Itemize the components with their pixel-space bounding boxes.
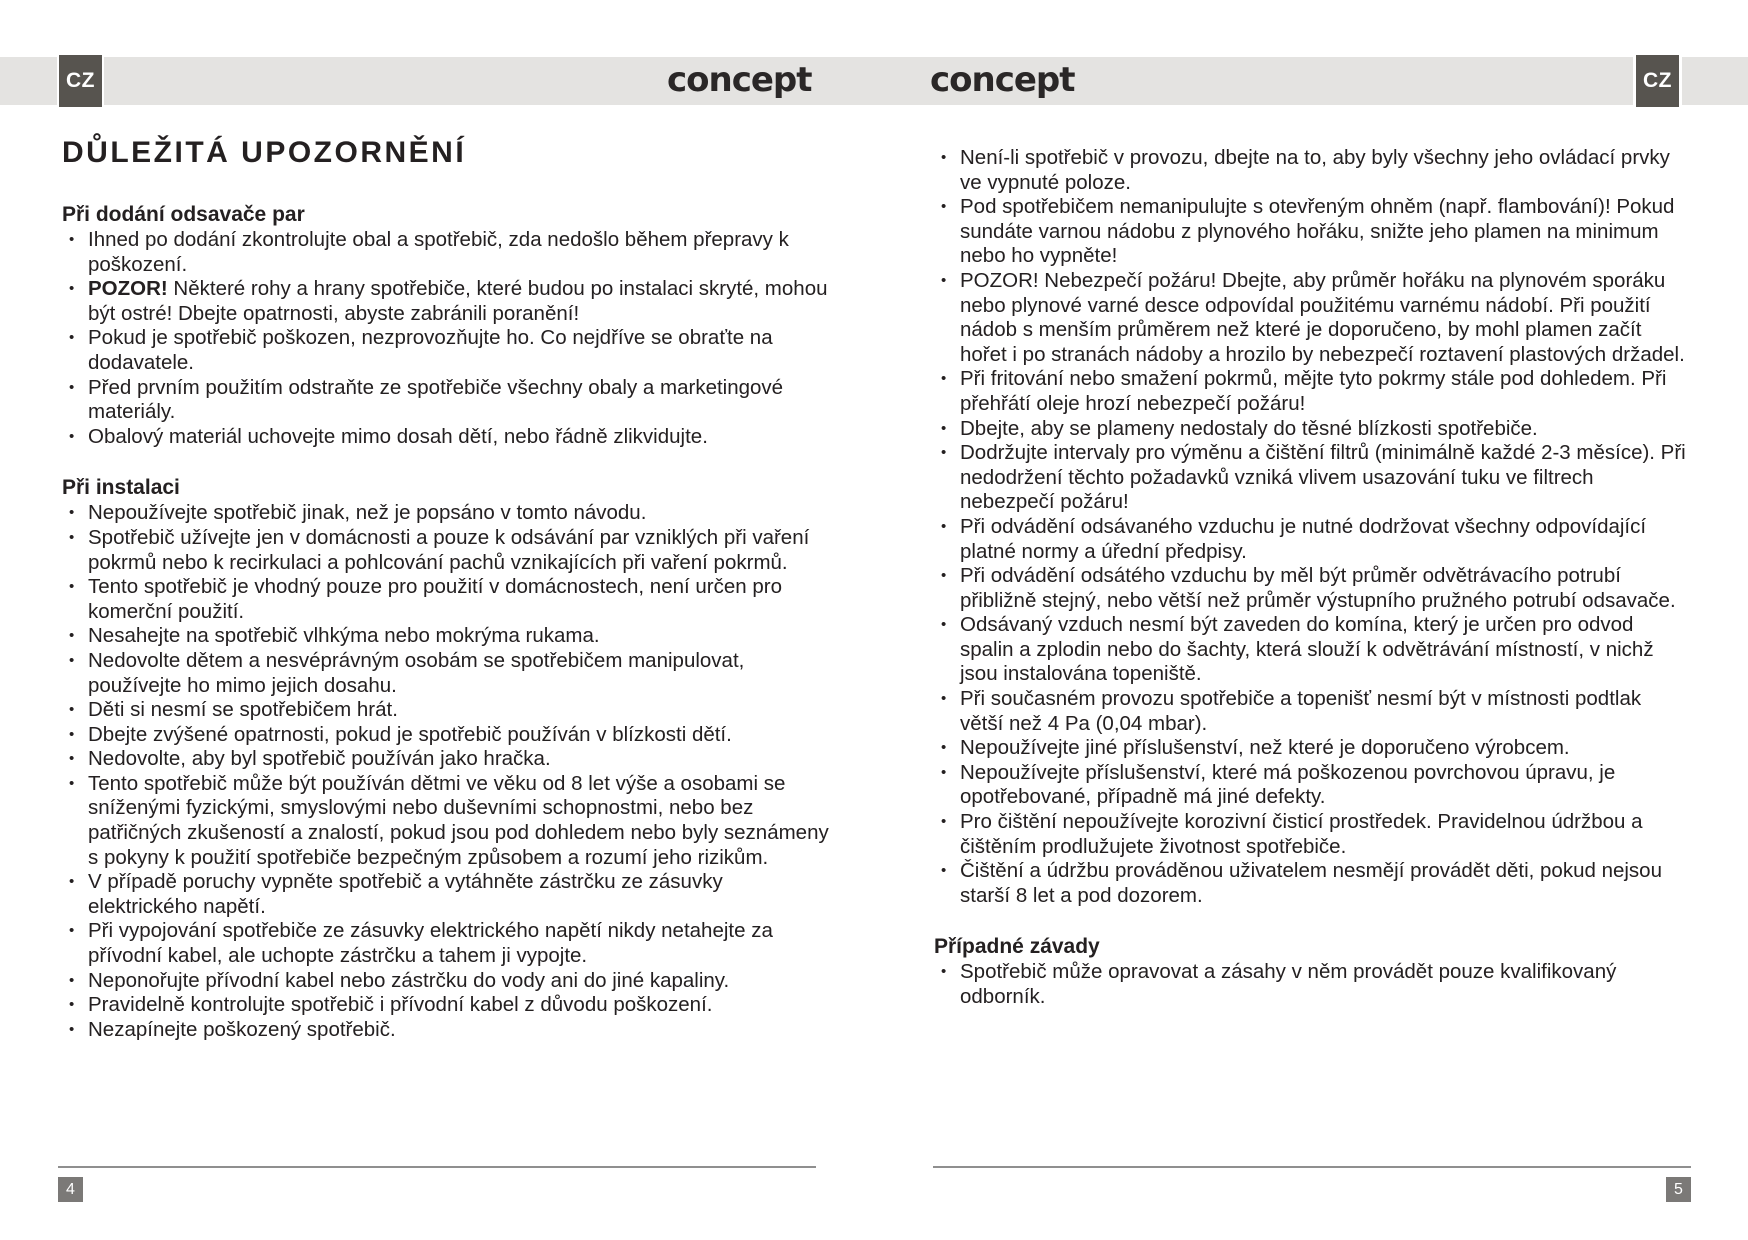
bullet-item: • Pokud je spotřebič poškozen, nezprovozňujte ho. Co nejdříve se obraťte na dodavatele. <box>62 326 834 375</box>
language-tab-right <box>1636 55 1679 107</box>
bullet-item: • Nepoužívejte příslušenství, které má poškozenou povrchovou úpravu, je opotřebované, případně má jiné defekty. <box>934 761 1690 810</box>
bullet-list <box>934 960 1690 1009</box>
bullet-item: • Před prvním použitím odstraňte ze spotřebiče všechny obaly a marketingové materiály. <box>62 376 834 425</box>
bullet-item: • Při fritování nebo smažení pokrmů, mějte tyto pokrmy stále pod dohledem. Při přehřátí oleje hrozí nebezpečí požáru! <box>934 367 1690 416</box>
right-page-column <box>934 146 1690 1010</box>
section-heading: Při dodání odsavače par <box>62 203 305 226</box>
bullet-item: • Není-li spotřebič v provozu, dbejte na to, aby byly všechny jeho ovládací prvky ve vypnuté poloze. <box>934 146 1690 195</box>
bullet-item: • Pod spotřebičem nemanipulujte s otevřeným ohněm (např. flambování)! Pokud sundáte varnou nádobu z plynového hořáku, snižte jeho plamen na minimum nebo ho vypněte! <box>934 195 1690 269</box>
warning-prefix: POZOR! <box>88 277 174 301</box>
manual-section <box>934 146 1690 908</box>
brand-logo-right: concept <box>930 60 1075 100</box>
bullet-item: • Nepoužívejte spotřebič jinak, než je popsáno v tomto návodu. <box>62 501 834 526</box>
section-heading: Při instalaci <box>62 476 180 500</box>
bullet-item: • Ihned po dodání zkontrolujte obal a spotřebič, zda nedošlo během přepravy k poškození. <box>62 228 834 277</box>
page-title: DŮLEŽITÁ UPOZORNĚNÍ <box>62 136 467 169</box>
bullet-item: • Dbejte, aby se plameny nedostaly do těsné blízkosti spotřebiče. <box>934 417 1690 442</box>
bullet-item: • Pro čištění nepoužívejte korozivní čisticí prostředek. Pravidelnou údržbou a čištěním prodlužujete životnost spotřebiče. <box>934 810 1690 859</box>
bullet-item: • POZOR! Některé rohy a hrany spotřebiče, které budou po instalaci skryté, mohou být ostré! Dbejte opatrnosti, abyste zabránili poranění! <box>62 277 834 326</box>
bullet-item: • Nepoužívejte jiné příslušenství, než které je doporučeno výrobcem. <box>934 736 1690 761</box>
footer-rule-right <box>933 1166 1691 1168</box>
bullet-item: • Dodržujte intervaly pro výměnu a čištění filtrů (minimálně každé 2-3 měsíce). Při nedodržení těchto požadavků vzniká vlivem usazování tuku ve filtrech nebezpečí požáru! <box>934 441 1690 515</box>
page-number-left: 4 <box>58 1177 83 1202</box>
bullet-item: • Při vypojování spotřebiče ze zásuvky elektrického napětí nikdy netahejte za přívodní kabel, ale uchopte zástrčku a tahem ji vypojte. <box>62 919 834 968</box>
bullet-item: • Děti si nesmí se spotřebičem hrát. <box>62 698 834 723</box>
bullet-item: • Nedovolte dětem a nesvéprávným osobám se spotřebičem manipulovat, používejte ho mimo jejich dosahu. <box>62 649 834 698</box>
section-heading: Případné závady <box>934 935 1100 959</box>
manual-section <box>62 202 834 449</box>
bullet-list <box>934 146 1690 908</box>
page-number-right: 5 <box>1666 1177 1691 1202</box>
bullet-item: • Spotřebič užívejte jen v domácnosti a pouze k odsávání par vzniklých při vaření pokrmů nebo k recirkulaci a pohlcování pachů vznikajících při vaření pokrmů. <box>62 526 834 575</box>
bullet-list <box>62 501 834 1042</box>
bullet-item: • Spotřebič může opravovat a zásahy v něm provádět pouze kvalifikovaný odborník. <box>934 960 1690 1009</box>
bullet-item: • Nezapínejte poškozený spotřebič. <box>62 1018 834 1043</box>
left-page-column <box>62 134 834 1042</box>
bullet-item: • Tento spotřebič je vhodný pouze pro použití v domácnostech, není určen pro komerční použití. <box>62 575 834 624</box>
bullet-item: • Odsávaný vzduch nesmí být zaveden do komína, který je určen pro odvod spalin a zplodin nebo do šachty, která slouží k odvětrávání místností, v nichž jsou instalována topeniště. <box>934 613 1690 687</box>
bullet-item: • Tento spotřebič může být používán dětmi ve věku od 8 let výše a osobami se sníženými fyzickými, smyslovými nebo duševními schopnostmi, nebo bez patřičných zkušeností a znalostí, pokud jsou pod dohledem nebo byly seznámeny s pokyny k použití spotřebiče bezpečným způsobem a rozumí jeho rizikům. <box>62 772 834 870</box>
bullet-item: • Čištění a údržbu prováděnou uživatelem nesmějí provádět děti, pokud nejsou starší 8 let a pod dozorem. <box>934 859 1690 908</box>
bullet-item: • Při současném provozu spotřebiče a topenišť nesmí být v místnosti podtlak větší než 4 Pa (0,04 mbar). <box>934 687 1690 736</box>
manual-section <box>62 475 834 1042</box>
header-bar-right-edge <box>1682 57 1748 105</box>
manual-section <box>934 934 1690 1009</box>
header-bar-left-edge <box>0 57 57 105</box>
language-tab-left-label: CZ <box>66 69 95 92</box>
bullet-item: • Neponořujte přívodní kabel nebo zástrčku do vody ani do jiné kapaliny. <box>62 969 834 994</box>
brand-logo-left: concept <box>667 60 812 100</box>
bullet-item: • Dbejte zvýšené opatrnosti, pokud je spotřebič používán v blízkosti dětí. <box>62 723 834 748</box>
bullet-item: • Pravidelně kontrolujte spotřebič i přívodní kabel z důvodu poškození. <box>62 993 834 1018</box>
right-page-sections <box>934 146 1690 1010</box>
bullet-item: • V případě poruchy vypněte spotřebič a vytáhněte zástrčku ze zásuvky elektrického napětí. <box>62 870 834 919</box>
language-tab-left <box>59 55 102 107</box>
footer-rule-left <box>58 1166 816 1168</box>
bullet-item: • Nesahejte na spotřebič vlhkýma nebo mokrýma rukama. <box>62 624 834 649</box>
language-tab-right-label: CZ <box>1643 69 1672 92</box>
bullet-list <box>62 228 834 449</box>
bullet-item: • Při odvádění odsátého vzduchu by měl být průměr odvětrávacího potrubí přibližně stejný, nebo větší než průměr výstupního pružného potrubí odsavače. <box>934 564 1690 613</box>
bullet-item: • Při odvádění odsávaného vzduchu je nutné dodržovat všechny odpovídající platné normy a úřední předpisy. <box>934 515 1690 564</box>
bullet-item: • POZOR! Nebezpečí požáru! Dbejte, aby průměr hořáku na plynovém sporáku nebo plynové varné desce odpovídal použitému varnému nádobí. Při použití nádob s menším průměrem než které je doporučeno, by mohl plamen začít hořet i po stranách nádoby a hrozilo by nebezpečí roztavení plastových držadel. <box>934 269 1690 367</box>
bullet-item: • Nedovolte, aby byl spotřebič používán jako hračka. <box>62 747 834 772</box>
bullet-item: • Obalový materiál uchovejte mimo dosah dětí, nebo řádně zlikvidujte. <box>62 425 834 450</box>
header-bar-main <box>104 57 1633 105</box>
left-page-sections <box>62 202 834 1042</box>
